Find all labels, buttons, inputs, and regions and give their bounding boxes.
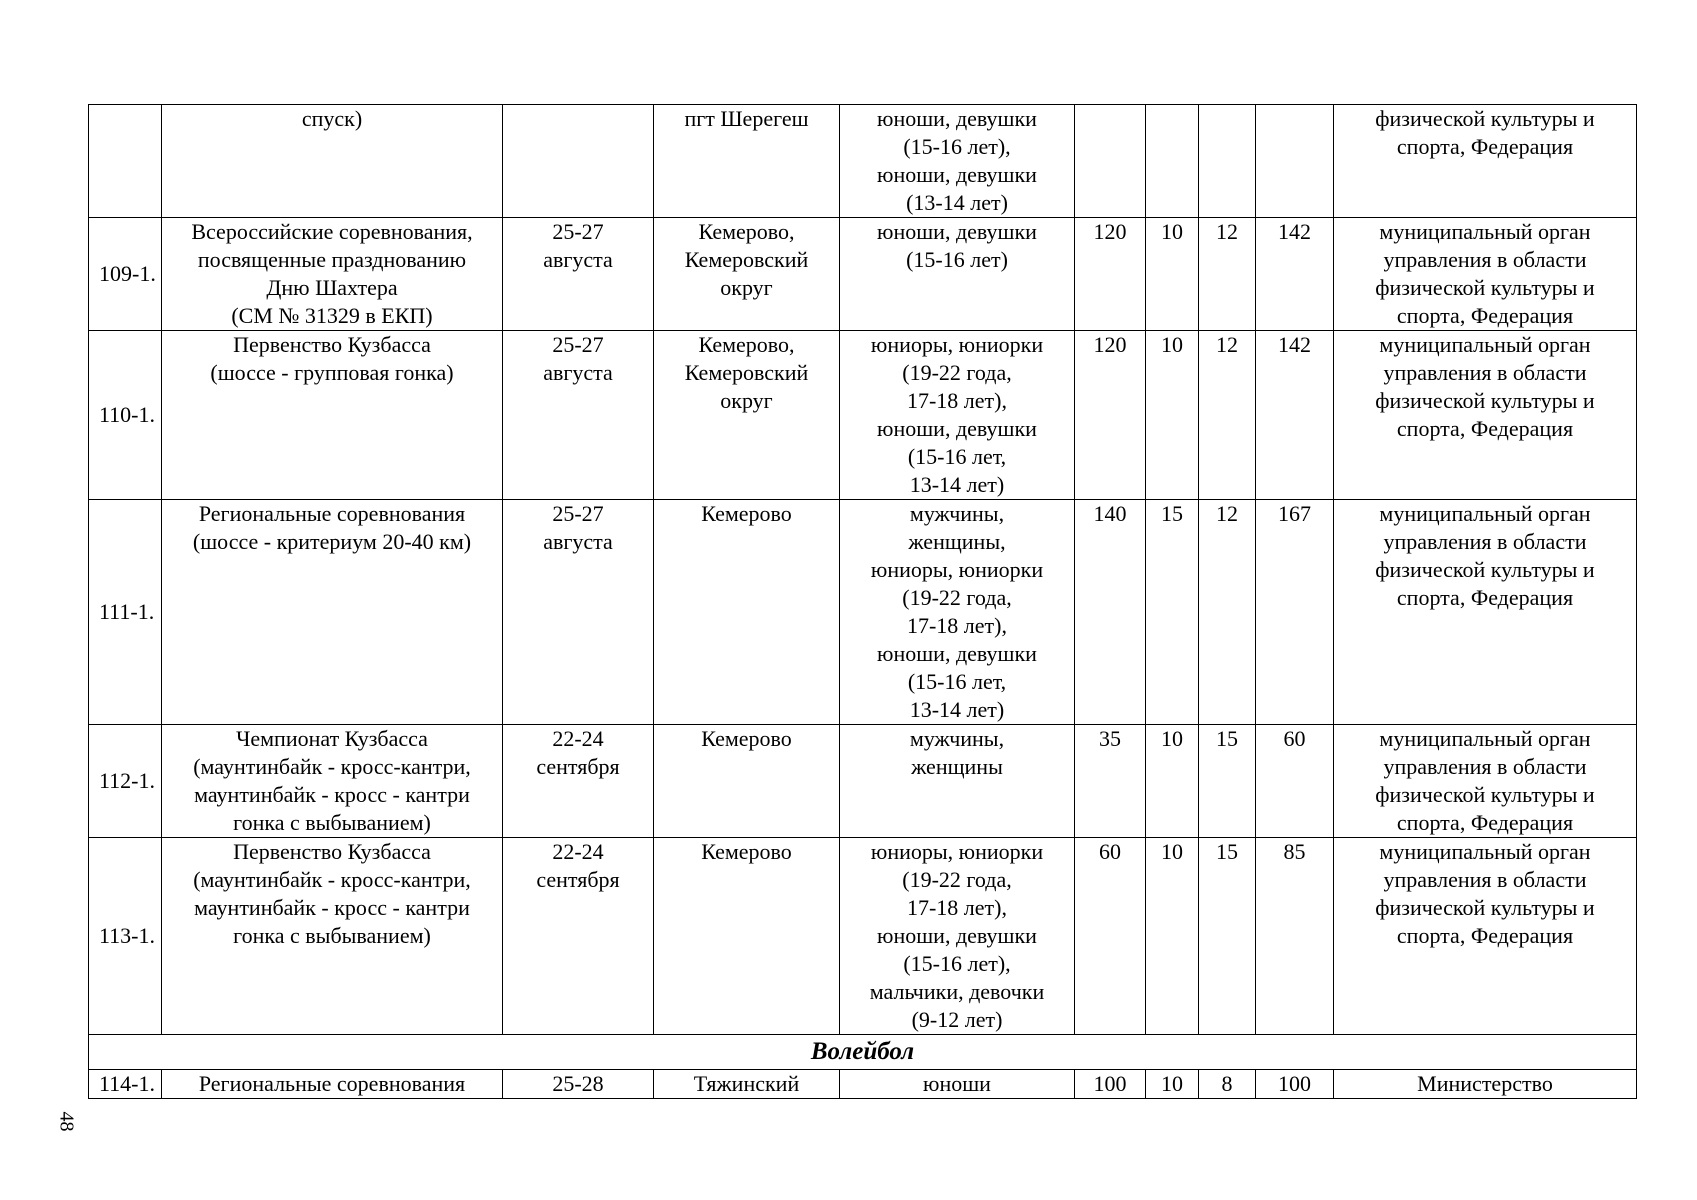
events-table [88, 104, 1637, 1099]
table-row [89, 725, 1637, 838]
event-dates: 25-28 [503, 1070, 654, 1099]
count-total: 142 [1256, 331, 1334, 500]
count-2: 10 [1146, 725, 1199, 838]
event-dates: 22-24 сентября [503, 725, 654, 838]
count-1: 120 [1075, 218, 1146, 331]
table-row [89, 105, 1637, 218]
event-place: Кемерово [654, 838, 840, 1035]
count-2: 10 [1146, 1070, 1199, 1099]
event-place: Кемерово, Кемеровский округ [654, 331, 840, 500]
table-row [89, 218, 1637, 331]
organizer: Министерство [1334, 1070, 1637, 1099]
count-1: 60 [1075, 838, 1146, 1035]
count-total: 85 [1256, 838, 1334, 1035]
row-number: 113-1. [89, 838, 162, 1035]
organizer: муниципальный орган управления в области физической культуры и спорта, Федерация [1334, 725, 1637, 838]
count-total: 100 [1256, 1070, 1334, 1099]
event-place: Кемерово, Кемеровский округ [654, 218, 840, 331]
event-name: Первенство Кузбасса (маунтинбайк - кросс-кантри, маунтинбайк - кросс - кантри гонка с выбыванием) [162, 838, 503, 1035]
event-participants: юноши, девушки (15-16 лет) [840, 218, 1075, 331]
event-name: спуск) [162, 105, 503, 218]
count-3: 8 [1199, 1070, 1256, 1099]
count-1: 140 [1075, 500, 1146, 725]
count-2: 10 [1146, 331, 1199, 500]
organizer: муниципальный орган управления в области физической культуры и спорта, Федерация [1334, 331, 1637, 500]
event-dates: 25-27 августа [503, 218, 654, 331]
count-total: 142 [1256, 218, 1334, 331]
organizer: муниципальный орган управления в области физической культуры и спорта, Федерация [1334, 838, 1637, 1035]
count-2: 15 [1146, 500, 1199, 725]
organizer: муниципальный орган управления в области физической культуры и спорта, Федерация [1334, 218, 1637, 331]
event-participants: юниоры, юниорки (19-22 года, 17-18 лет), юноши, девушки (15-16 лет, 13-14 лет) [840, 331, 1075, 500]
table-row [89, 331, 1637, 500]
table-row [89, 838, 1637, 1035]
event-place: Кемерово [654, 725, 840, 838]
count-2: 10 [1146, 838, 1199, 1035]
event-dates [503, 105, 654, 218]
count-1 [1075, 105, 1146, 218]
row-number: 111-1. [89, 500, 162, 725]
table-row [89, 1070, 1637, 1099]
count-3: 12 [1199, 218, 1256, 331]
count-3: 12 [1199, 500, 1256, 725]
event-participants: мужчины, женщины [840, 725, 1075, 838]
count-3: 12 [1199, 331, 1256, 500]
event-place: пгт Шерегеш [654, 105, 840, 218]
count-3 [1199, 105, 1256, 218]
table-row [89, 500, 1637, 725]
row-number: 114-1. [89, 1070, 162, 1099]
event-name: Региональные соревнования (шоссе - критериум 20-40 км) [162, 500, 503, 725]
event-name: Первенство Кузбасса (шоссе - групповая гонка) [162, 331, 503, 500]
event-participants: юноши, девушки (15-16 лет), юноши, девушки (13-14 лет) [840, 105, 1075, 218]
event-dates: 25-27 августа [503, 500, 654, 725]
event-name: Всероссийские соревнования, посвященные празднованию Дню Шахтера (СМ № 31329 в ЕКП) [162, 218, 503, 331]
organizer: физической культуры и спорта, Федерация [1334, 105, 1637, 218]
count-total: 167 [1256, 500, 1334, 725]
count-1: 100 [1075, 1070, 1146, 1099]
event-participants: мужчины, женщины, юниоры, юниорки (19-22 года, 17-18 лет), юноши, девушки (15-16 лет, 13-14 лет) [840, 500, 1075, 725]
section-header-row [89, 1035, 1637, 1070]
page-number: 48 [55, 1111, 78, 1132]
count-3: 15 [1199, 725, 1256, 838]
row-number [89, 105, 162, 218]
event-dates: 22-24 сентября [503, 838, 654, 1035]
count-total [1256, 105, 1334, 218]
count-2: 10 [1146, 218, 1199, 331]
row-number: 109-1. [89, 218, 162, 331]
count-1: 120 [1075, 331, 1146, 500]
section-title: Волейбол [89, 1035, 1637, 1070]
event-participants: юниоры, юниорки (19-22 года, 17-18 лет), юноши, девушки (15-16 лет), мальчики, девочки (9-12 лет) [840, 838, 1075, 1035]
event-dates: 25-27 августа [503, 331, 654, 500]
organizer: муниципальный орган управления в области физической культуры и спорта, Федерация [1334, 500, 1637, 725]
event-participants: юноши [840, 1070, 1075, 1099]
count-total: 60 [1256, 725, 1334, 838]
event-place: Тяжинский [654, 1070, 840, 1099]
event-name: Региональные соревнования [162, 1070, 503, 1099]
row-number: 110-1. [89, 331, 162, 500]
count-3: 15 [1199, 838, 1256, 1035]
count-2 [1146, 105, 1199, 218]
event-name: Чемпионат Кузбасса (маунтинбайк - кросс-кантри, маунтинбайк - кросс - кантри гонка с выбыванием) [162, 725, 503, 838]
count-1: 35 [1075, 725, 1146, 838]
row-number: 112-1. [89, 725, 162, 838]
event-place: Кемерово [654, 500, 840, 725]
